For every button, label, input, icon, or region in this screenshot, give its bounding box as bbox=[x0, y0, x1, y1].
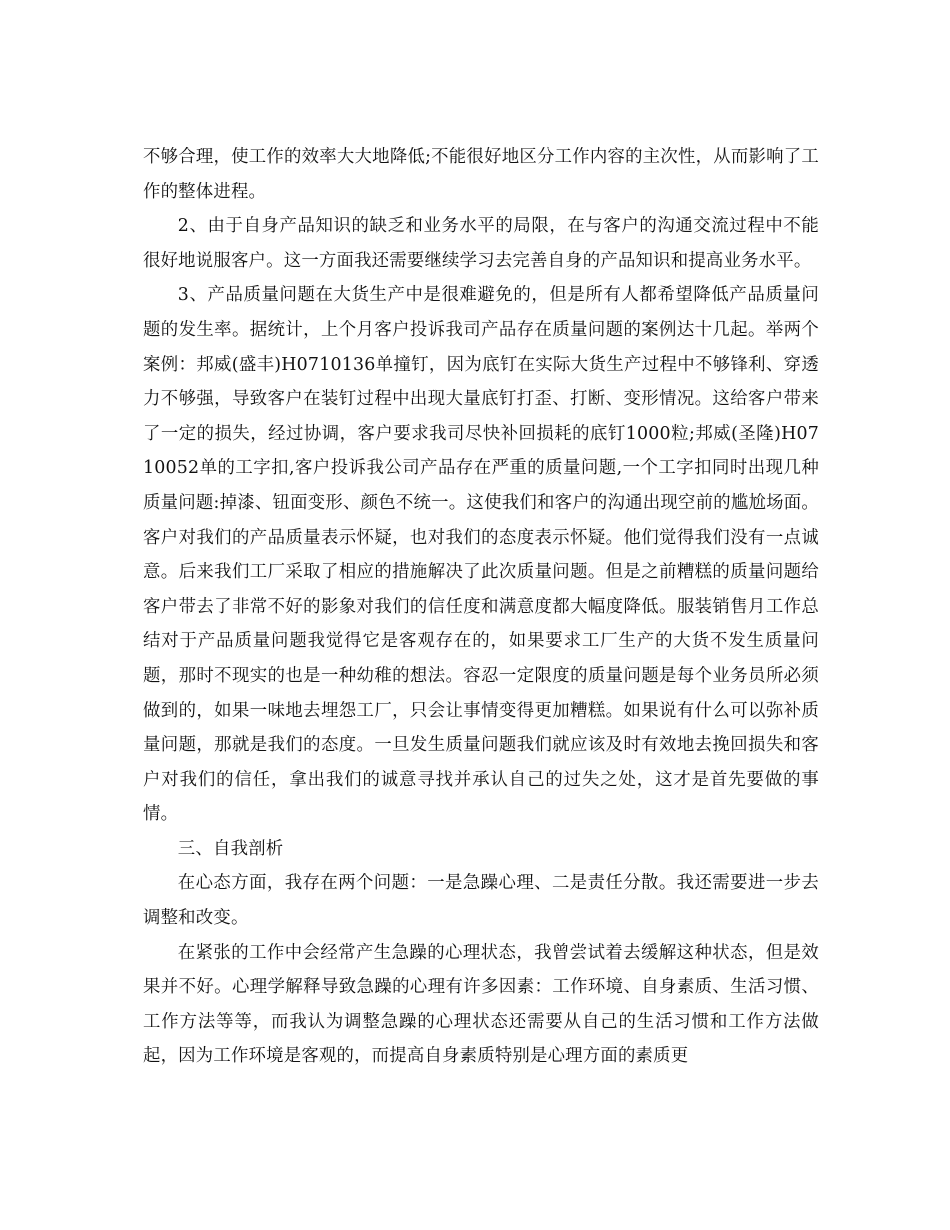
paragraph-impatience: 在紧张的工作中会经常产生急躁的心理状态，我曾尝试着去缓解这种状态，但是效果并不好。心理学解释导致急躁的心理有许多因素：工作环境、自身素质、生活习惯、工作方法等等，而我认为调整急躁的心理状态还需要从自己的生活习惯和工作方法做起，因为工作环境是客观的，而提高自身素质特别是心理方面的素质更 bbox=[143, 942, 819, 1067]
document-body bbox=[143, 140, 819, 1074]
paragraph-item-3: 3、产品质量问题在大货生产中是很难避免的，但是所有人都希望降低产品质量问题的发生率。据统计，上个月客户投诉我司产品存在质量问题的案例达十几起。举两个案例：邦威(盛丰)H0710136单撞钉，因为底钉在实际大货生产过程中不够锋利、穿透力不够强，导致客户在装钉过程中出现大量底钉打歪、打断、变形情况。这给客户带来了一定的损失，经过协调，客户要求我司尽快补回损耗的底钉1000粒;邦威(圣隆)H0710052单的工字扣,客户投诉我公司产品存在严重的质量问题,一个工字扣同时出现几种质量问题:掉漆、钮面变形、颜色不统一。这使我们和客户的沟通出现空前的尴尬场面。客户对我们的产品质量表示怀疑，也对我们的态度表示怀疑。他们觉得我们没有一点诚意。后来我们工厂采取了相应的措施解决了此次质量问题。但是之前糟糕的质量问题给客户带去了非常不好的影象对我们的信任度和满意度都大幅度降低。服装销售月工作总结对于产品质量问题我觉得它是客观存在的，如果要求工厂生产的大货不发生质量问题，那时不现实的也是一种幼稚的想法。容忍一定限度的质量问题是每个业务员所必须做到的，如果一味地去埋怨工厂，只会让事情变得更加糟糕。如果说有什么可以弥补质量问题，那就是我们的态度。一旦发生质量问题我们就应该及时有效地去挽回损失和客户对我们的信任，拿出我们的诚意寻找并承认自己的过失之处，这才是首先要做的事情。 bbox=[143, 285, 819, 825]
paragraph-mindset: 在心态方面，我存在两个问题：一是急躁心理、二是责任分散。我还需要进一步去调整和改变。 bbox=[143, 873, 819, 929]
paragraph-continuation: 不够合理，使工作的效率大大地降低;不能很好地区分工作内容的主次性，从而影响了工作的整体进程。 bbox=[143, 147, 819, 202]
section-heading-self-analysis: 三、自我剖析 bbox=[177, 838, 284, 859]
paragraph-item-2: 2、由于自身产品知识的缺乏和业务水平的局限，在与客户的沟通交流过程中不能很好地说服客户。这一方面我还需要继续学习去完善自身的产品知识和提高业务水平。 bbox=[143, 216, 819, 271]
